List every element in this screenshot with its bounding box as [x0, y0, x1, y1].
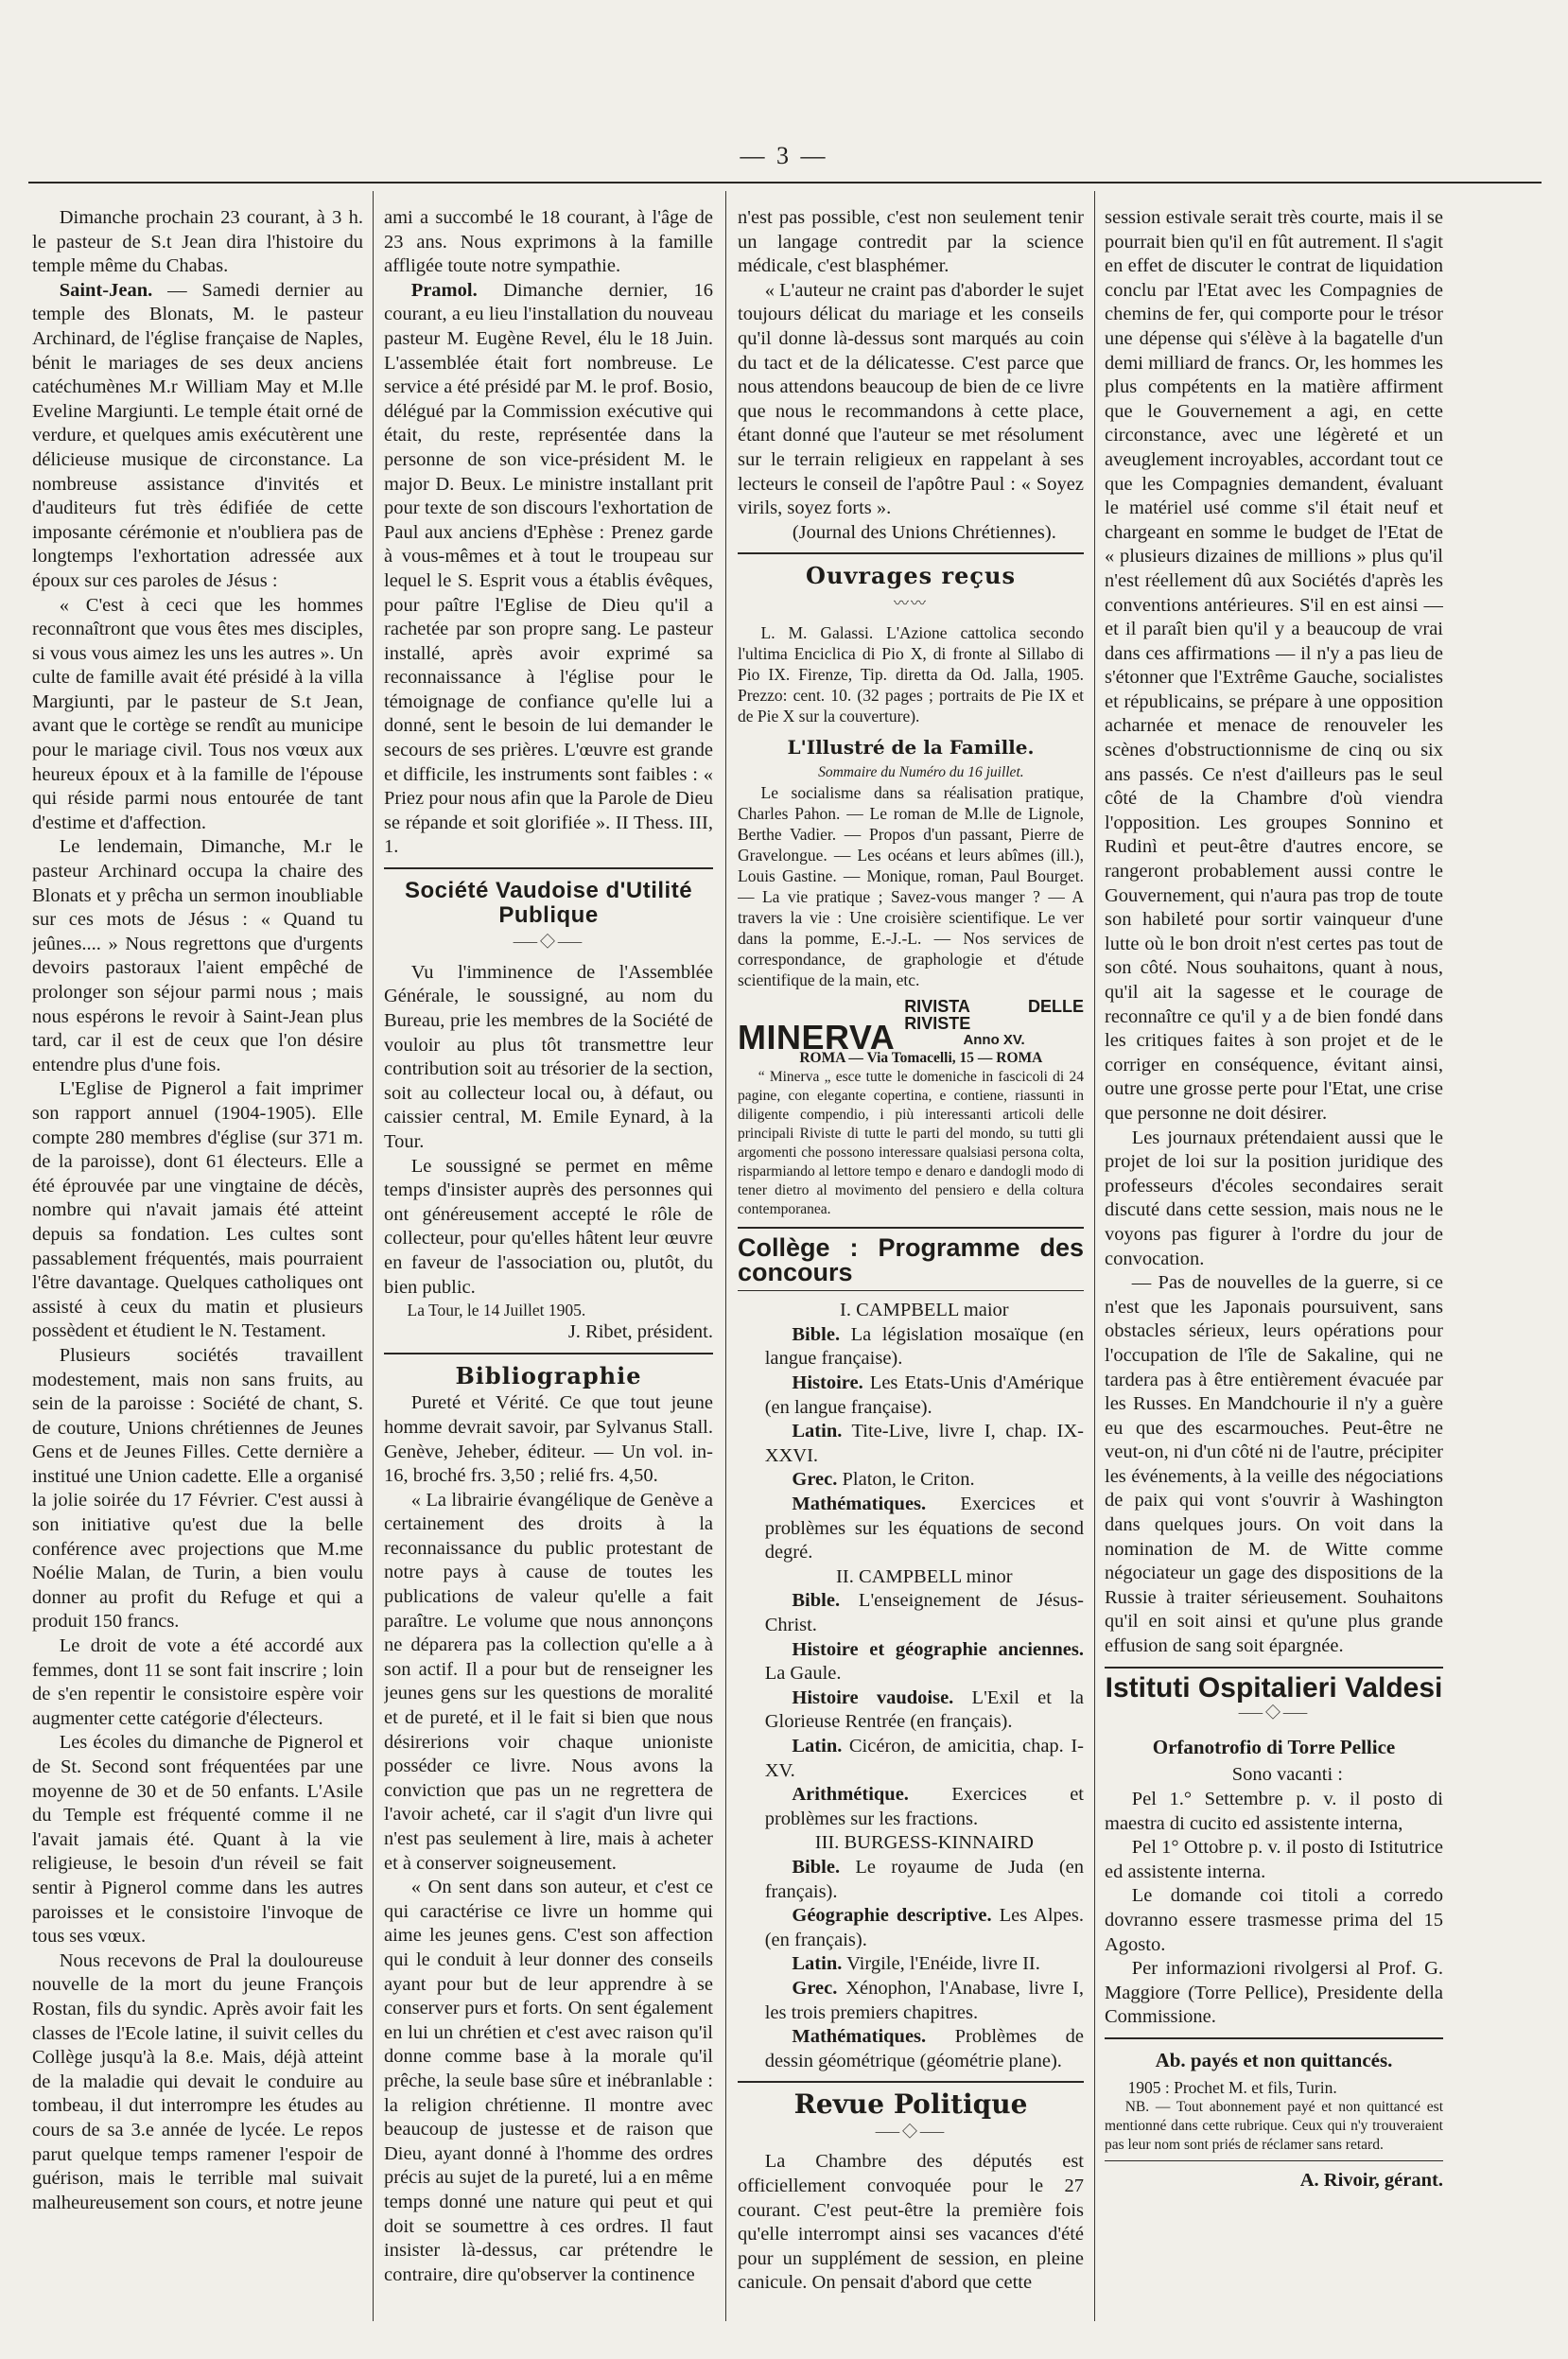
paragraph: Plusieurs sociétés travaillent modestement, mais non sans fruits, au sein de la paroisse : Société de chant, S. de couture, Unions chrétiennes de Jeunes Gens et de Jeunes Filles. Cette dernière a institué une Union cadette. Elle a organisé la jolie soirée du 17 Février. C'est aussi à son initiative qu'est due la belle conférence avec projections que M.me Noélie Malan, de Turin, a bien voulu donner au profit du Refuge et qui a produit 150 francs.: [32, 1344, 363, 1633]
subject-text: Tite-Live, livre I, chap. IX-XXVI.: [764, 1421, 1084, 1466]
college-programme-item: [738, 1686, 1084, 1735]
section-rule: [1105, 2160, 1443, 2161]
column-1: [32, 206, 363, 2321]
section-rule: [738, 552, 1084, 554]
college-programme-item: [738, 1638, 1084, 1686]
paragraph: [32, 279, 363, 594]
vacancy-label: Sono vacanti :: [1231, 1764, 1343, 1786]
minerva-subtitle-block: [904, 998, 1084, 1049]
subject-keyword: Latin.: [792, 1421, 843, 1442]
section-rule: [384, 867, 713, 869]
subject-keyword: Bible.: [792, 1590, 841, 1612]
section-keyword: Pramol.: [410, 279, 478, 301]
quote-source: (Journal des Unions Chrétiennes).: [792, 521, 1056, 543]
column-3: [738, 206, 1084, 2321]
abonnements-heading: Ab. payés et non quittancés.: [1155, 2048, 1393, 2071]
paragraph: Dimanche prochain 23 courant, à 3 h. le pasteur de S.t Jean dira l'histoire du temple même du Chabas.: [32, 207, 363, 277]
paragraph: — Pas de nouvelles de la guerre, si ce n'est que les Japonais poursuivent, sans obstacles sérieux, leurs opérations pour l'occupation de l'île de Sakaline, qui ne tardera pas à être entièrement évacuée par les Russes. En Mandchourie il n'y a guère eu que des escarmouches. Peut-être ne veut-on, ni d'un côté ni de l'autre, précipiter les événements, à la veille des négociations de paix qui vont s'ouvrir à Washington dans quelques jours. On voit dans la nomination de M. de Witte comme négociateur un gage des dispositions de la Russie à traiter sérieusement. Souhaitons qu'il en soit ainsi et qu'une plus grande effusion de sang soit épargnée.: [1105, 1272, 1443, 1657]
ornament-divider: 〰〰: [893, 595, 928, 612]
section-rule: [738, 2081, 1084, 2083]
paragraph: session estivale serait très courte, mais il se pourrait bien qu'il en fût autrement. Il s'agit en effet de discuter le contrat de liquidation conclu par l'Etat avec les Compagnies de chemins de fer, qui comporte pour le trésor une dépense qui s'élève à la bagatelle d'un demi milliard de francs. Or, les hommes les plus compétents en la matière affirment que le Gouvernement a agi, en cette circonstance, avec une légèreté et un aveuglement incroyables, accordant tout ce que les Compagnies demandent, évaluant le matériel usé comme s'il était neuf et chargeant en somme le budget de l'Etat de « plusieurs dizaines de millions » plus qu'il n'est réellement dû aux Sociétés d'après les conventions antérieures. S'il en est ainsi — et il paraît bien qu'il y a beaucoup de vrai dans ces affirmations — il n'y a pas lieu de s'étonner que l'Extrême Gauche, socialistes et républicains, se prépare à une opposition acharnée et menace de renouveler les scènes d'obstructionnisme de cinq ou six ans passés. Ce n'est d'ailleurs pas le seul côté de la Chambre d'où viendra l'opposition. Les groupes Sonnino et Rudinì et peut-être d'autres encore, se rangeront probablement aussi contre le Gouvernement, qui n'aura pas trop de toute son habileté pour sortir vainqueur d'une lutte où le bon droit n'est certes pas tout de son côté. Nous souhaitons, quant à nous, qu'il ait la sagesse et le courage de reconnaître ce qu'il y a de bien fondé dans les critiques faites à son projet et de le corriger en conséquence, évitant ainsi, outre une grosse perte pour l'Etat, une crise que personne ne doit désirer.: [1105, 207, 1443, 1124]
column-4: [1105, 206, 1443, 2321]
column-divider: [373, 191, 374, 2321]
college-programme-item: [738, 1856, 1084, 1904]
svu-date: La Tour, le 14 Juillet 1905.: [407, 1301, 586, 1320]
section-rule: [1105, 2037, 1443, 2039]
paragraph: L'Eglise de Pignerol a fait imprimer son rapport annuel (1904-1905). Elle compte 280 membres d'église (sur 371 m. de la paroisse), dont 61 électeurs. Elle a été éprouvée par une vingtaine de décès, nombre qui n'avait jamais été atteint depuis sa fondation. Les cultes sont passablement fréquentés, mais pourraient l'être davantage. Quelques catholiques ont assisté à ceux du matin et plusieurs possèdent et étudient le N. Testament.: [32, 1078, 363, 1342]
abonnement-note: NB. — Tout abonnement payé et non quittancé est mentionné dans cette rubrique. Ceux qui n'y trouveraient pas leur nom sont priés de réclamer sans retard.: [1105, 2098, 1443, 2153]
paragraph: Les écoles du dimanche de Pignerol et de St. Second sont fréquentées par une moyenne de 30 et de 50 enfants. L'Asile du Temple est fréquenté comme il ne l'avait jamais été. Quant à la vie religieuse, le besoin d'un réveil se fait sentir à Pignerol comme dans les autres paroisses et le consistoire l'invoque de tous ses vœux.: [32, 1732, 363, 1948]
orfanotrofio-heading: Orfanotrofio di Torre Pellice: [1152, 1735, 1396, 1758]
college-programme-item: [738, 1323, 1084, 1372]
college-programme-item: [738, 1468, 1084, 1493]
college-programme-item: [738, 2025, 1084, 2073]
subject-text: Problèmes de dessin géométrique (géométrie plane).: [764, 2026, 1084, 2071]
paragraph: ami a succombé le 18 courant, à l'âge de 23 ans. Nous exprimons à la famille affligée toute notre sympathie.: [384, 207, 713, 277]
paragraph: Le soussigné se permet en même temps d'insister auprès des personnes qui ont généreusement accepté le rôle de collecteur, pour qu'elles hâtent leur œuvre en faveur de l'association ou, plutôt, du bien public.: [384, 1155, 713, 1298]
college-programme-item: [738, 1493, 1084, 1565]
paragraph: Le socialisme dans sa réalisation pratique, Charles Pahon. — Le roman de M.lle de Lignole, Berthe Vadier. — Propos d'un passant, Pierre de Gravelongue. — Les océans et leurs abîmes (ill.), Louis Gastine. — Monique, roman, Paul Bourget. — La vie pratique ; Savez-vous manger ? — A travers la vie : Une croisière scientifique. Le ver dans la pomme, E.-J.-L. — Nos services de correspondance, de graphologie et d'étude scientifique de la main, etc.: [738, 783, 1084, 990]
subject-keyword: Histoire vaudoise.: [792, 1686, 954, 1708]
paragraph: Per informazioni rivolgersi al Prof. G. Maggiore (Torre Pellice), Presidente della Commissione.: [1105, 1958, 1443, 2028]
column-divider: [725, 191, 726, 2321]
paragraph-text: — Samedi dernier au temple des Blonats, M. le pasteur Archinard, de l'église française de Naples, bénit le mariages de ses deux anciens catéchumènes M.r William May et M.lle Eveline Margiunti. Le temple était orné de verdure, et quelques amis exécutèrent une délicieuse musique de circonstance. La nombreuse assistance d'invités et d'auditeurs fut très édifiée de cette imposante cérémonie et n'oubliera pas de longtemps l'exhortation adressée aux époux sur ces paroles de Jésus :: [32, 279, 363, 591]
subject-text: Xénophon, l'Anabase, livre I, les trois premiers chapitres.: [764, 1977, 1084, 2023]
minerva-masthead: [738, 997, 1084, 1057]
college-programme-item: [738, 1420, 1084, 1468]
section-rule: [1105, 1667, 1443, 1669]
minerva-title: MINERVA: [738, 1017, 896, 1057]
subject-keyword: Mathématiques.: [792, 1494, 927, 1515]
paragraph-text: Dimanche dernier, 16 courant, a eu lieu l'installation du nouveau pasteur M. Eugène Revel, élu le 18 Juin. L'assemblée était fort nombreuse. Le service a été présidé par M. le prof. Bosio, délégué par la Commission exécutive qui était, du reste, représentée dans la personne de son vice-président M. le major D. Beux. Le ministre installant prit pour texte de son discours l'exhortation de Paul aux anciens d'Ephèse : Prenez garde à vous-mêmes et à tout le troupeau sur lequel le S. Esprit vous a établis évêques, pour paître l'Eglise de Dieu qu'il a rachetée par son propre sang. Le pasteur installé, après avoir exprimé sa reconnaissance à l'église pour le témoignage de confiance qu'elle lui a donné, sent le besoin de lui demander le secours de ses prières. L'œuvre est grande et difficile, les instruments sont faibles : « Priez pour nous afin que la Parole de Dieu se répande et soit glorifiée ». II Thess. III, 1.: [384, 279, 713, 858]
abonnement-line: 1905 : Prochet M. et fils, Turin.: [1127, 2077, 1337, 2097]
svu-heading: Société Vaudoise d'Utilité Publique: [404, 878, 693, 928]
column-divider: [1094, 191, 1095, 2321]
subject-keyword: Grec.: [792, 1977, 838, 1999]
paragraph: Le domande coi titoli a corredo dovranno essere trasmesse prima del 15 Agosto.: [1105, 1885, 1443, 1955]
illustre-heading: L'Illustré de la Famille.: [787, 735, 1035, 759]
subject-keyword: Latin.: [792, 1735, 843, 1756]
subject-text: Exercices et problèmes sur les équations de second degré.: [764, 1494, 1084, 1564]
college-class-heading: I. CAMPBELL maior: [840, 1300, 1009, 1321]
subject-keyword: Grec.: [792, 1469, 838, 1491]
subject-text: L'enseignement de Jésus-Christ.: [764, 1590, 1084, 1635]
college-programme-item: [738, 1977, 1084, 2025]
paragraph: [384, 279, 713, 860]
illustre-subheading: Sommaire du Numéro du 16 juillet.: [818, 764, 1024, 781]
svu-signature: J. Ribet, président.: [567, 1321, 713, 1343]
paragraph: Pel 1° Ottobre p. v. il posto di Istitutrice ed assistente interna.: [1105, 1837, 1443, 1882]
header-rule: [28, 182, 1542, 183]
college-programme-item: [738, 1783, 1084, 1831]
subject-keyword: Arithmétique.: [792, 1784, 909, 1806]
paragraph: « L'auteur ne craint pas d'aborder le sujet toujours délicat du mariage et les conseils qu'il donne là-dessus sont marqués au coin du tact et de la délicatesse. C'est parce que nous attendons beaucoup de bien de ce livre que nous le recommandons à cette place, étant donné que l'auteur se met résolument sur le terrain religieux en rappelant à ses lecteurs le conseil de l'apôtre Paul : « Soyez virils, soyez forts ».: [738, 279, 1084, 519]
paragraph: Nous recevons de Pral la douloureuse nouvelle de la mort du jeune François Rostan, fils du syndic. Après avoir fait les classes de l'Ecole latine, il suivit celles du Collège jusqu'à la 8.e. Mais, déjà atteint de la maladie qui devait le conduire au tombeau, il dut interrompre les études au cours de sa 3.e année de lycée. Le repos parut quelque temps ramener l'espoir de guérison, mais le terrible mal suivait malheureusement son cours, et notre jeune: [32, 1949, 363, 2213]
paragraph: La Chambre des députés est officiellement convoquée pour le 27 courant. C'est peut-être la première fois qu'elle interrompt ainsi ses vacances d'été pour un supplément de session, en pleine canicule. On pensait d'abord que cette: [738, 2151, 1084, 2294]
paragraph: n'est pas possible, c'est non seulement tenir un langage contredit par la science médicale, c'est blasphémer.: [738, 207, 1084, 277]
subject-keyword: Bible.: [792, 1323, 841, 1345]
subject-text: Virgile, l'Enéide, livre II.: [842, 1953, 1040, 1975]
paragraph: L. M. Galassi. L'Azione cattolica secondo l'ultima Enciclica di Pio X, di fronte al Sillabo di Pio IX. Firenze, Tip. diretta da Od. Jalla, 1905. Prezzo: cent. 10. (32 pages ; portraits de Pie IX et de Pie X sur la couverture).: [738, 622, 1084, 725]
college-class-heading: II. CAMPBELL minor: [836, 1565, 1013, 1587]
istituti-heading: Istituti Ospitalieri Valdesi: [1105, 1671, 1443, 1704]
subject-keyword: Bible.: [792, 1856, 841, 1878]
college-programme-item: [738, 1372, 1084, 1420]
subject-keyword: Histoire.: [792, 1372, 863, 1394]
college-programme-item: [738, 1952, 1084, 1977]
revue-heading: Revue Politique: [793, 2088, 1028, 2121]
subject-keyword: Histoire et géographie anciennes.: [792, 1638, 1084, 1660]
college-programme-item: [738, 1735, 1084, 1783]
section-rule: [738, 1227, 1084, 1229]
column-2: [384, 206, 713, 2321]
college-heading: Collège : Programme des concours: [738, 1233, 1084, 1286]
minerva-year: Anno XV.: [963, 1032, 1025, 1049]
subject-keyword: Latin.: [792, 1953, 843, 1975]
section-rule: [384, 1353, 713, 1354]
ornament-divider: ⸺◇⸺: [1237, 1705, 1311, 1722]
minerva-subtitle: RIVISTA DELLE RIVISTE: [904, 997, 1084, 1034]
subject-keyword: Géographie descriptive.: [792, 1905, 992, 1927]
paragraph: Le droit de vote a été accordé aux femmes, dont 11 se sont fait inscrire ; loin de s'en repentir le consistoire espère voir augmenter cette catégorie d'électeurs.: [32, 1635, 363, 1729]
subject-text: Exercices et problèmes sur les fractions.: [764, 1784, 1084, 1829]
section-keyword: Saint-Jean.: [59, 279, 153, 301]
ouvrages-heading: Ouvrages reçus: [806, 562, 1016, 590]
paragraph: « La librairie évangélique de Genève a certainement des droits à la reconnaissance du public protestant de notre pays à cause de toutes les publications de valeur qu'elle a fait paraître. Le volume que nous annonçons ne déparera pas la collection qu'elle a à son actif. Il a pour but de renseigner les jeunes gens sur les questions de moralité et de pureté, et il le fait si bien que nous désirerions voir chaque unioniste posséder ce livre. Nous avons la conviction que pas un ne regrettera de l'avoir acheté, car il s'agit d'un livre qui n'est pas seulement à lire, mais à acheter et à conserver soigneusement.: [384, 1489, 713, 1874]
page-number: — 3 —: [740, 142, 828, 169]
section-rule: [738, 1290, 1084, 1291]
college-programme-item: [738, 1589, 1084, 1637]
paragraph: “ Minerva „ esce tutte le domeniche in fascicoli di 24 pagine, con elegante copertina, e contiene, riassunti in diligente compendio, i più interessanti articoli delle principali Riviste di tutte le parti del mondo, su tutti gli argomenti che possono interessare qualsiasi persona colta, risparmiando al lettore tempo e denaro e dandogli modo di tener dietro al movimento del pensiero e della coltura contemporanea.: [738, 1069, 1084, 1218]
paragraph: « On sent dans son auteur, et c'est ce qui caractérise ce livre un homme qui aime les jeunes gens. C'est son affection qui le conduit à leur donner des conseils ayant pour but de leur apprendre à se conserver purs et forts. On sent également en lui un chrétien et c'est avec raison qu'il donne comme base à la morale qu'il prêche, la seule base sûre et inébranlable : la religion chrétienne. Il montre avec beaucoup de justesse et de raison que Dieu, ayant donné à l'homme des ordres précis au sujet de la pureté, lui a en même temps donné une nature qui peut et qui doit se soumettre à ces ordres. Il faut insister là-dessus, car prétendre le contraire, dire qu'observer la continence: [384, 1877, 713, 2285]
subject-text: La Gaule.: [764, 1663, 842, 1685]
paragraph: Pureté et Vérité. Ce que tout jeune homme devrait savoir, par Sylvanus Stall. Genève, Jeheber, éditeur. — Un vol. in-16, broché frs. 3,50 ; relié frs. 4,50.: [384, 1392, 713, 1487]
minerva-address: ROMA — Via Tomacelli, 15 — ROMA: [799, 1050, 1043, 1067]
ornament-divider: ⸺◇⸺: [874, 2123, 948, 2141]
college-programme-item: [738, 1904, 1084, 1952]
subject-text: Le royaume de Juda (en français).: [764, 1856, 1084, 1902]
bibliographie-heading: Bibliographie: [455, 1361, 642, 1389]
subject-keyword: Mathématiques.: [792, 2026, 927, 2048]
paragraph: « C'est à ceci que les hommes reconnaîtront que vous êtes mes disciples, si vous vous aimez les uns les autres ». Un culte de famille avait été présidé à la villa Margiunti, par le pasteur de S.t Jean, avant que le cortège se rendît au municipe pour le mariage civil. Tous nos vœux aux heureux époux et à la famille de l'épouse qui réside parmi nous entourée de tant d'estime et d'affection.: [32, 594, 363, 833]
ornament-divider: ⸺◇⸺: [512, 935, 585, 952]
subject-text: Platon, le Criton.: [837, 1469, 975, 1491]
subject-text: L'Exil et la Glorieuse Rentrée (en français).: [764, 1686, 1084, 1733]
subject-text: Les Etats-Unis d'Amérique (en langue française).: [764, 1372, 1084, 1418]
subject-text: Les Alpes. (en français).: [764, 1905, 1084, 1950]
college-programme-list: [738, 1299, 1084, 2073]
paragraph: Les journaux prétendaient aussi que le projet de loi sur la position juridique des professeurs d'écoles secondaires serait discuté dans cette session, mais nous ne le voyons pas figurer à l'ordre du jour de convocation.: [1105, 1127, 1443, 1269]
paragraph: Le lendemain, Dimanche, M.r le pasteur Archinard occupa la chaire des Blonats et y prêcha un sermon inoubliable sur ces mots de Jésus : « Quand tu jeûnes.... » Nous regrettons que d'urgents devoirs pastoraux l'aient empêché de prolonger son séjour parmi nous ; mais nous espérons le revoir à Saint-Jean plus tard, car il est de ceux que l'on désire entendre plus d'une fois.: [32, 836, 363, 1075]
college-class-heading: III. BURGESS-KINNAIRD: [814, 1832, 1034, 1854]
paragraph: Vu l'imminence de l'Assemblée Générale, le soussigné, au nom du Bureau, prie les membres de la Société de vouloir au plus tôt transmettre leur contribution soit au trésorier de la section, soit au collecteur local ou, à défaut, ou caissier central, M. Emile Eynard, à la Tour.: [384, 961, 713, 1152]
subject-text: La législation mosaïque (en langue française).: [764, 1323, 1084, 1370]
gerant-signature: A. Rivoir, gérant.: [1299, 2169, 1443, 2191]
paragraph: Pel 1.° Settembre p. v. il posto di maestra di cucito ed assistente interna,: [1105, 1789, 1443, 1834]
subject-text: Cicéron, de amicitia, chap. I-XV.: [764, 1735, 1084, 1781]
